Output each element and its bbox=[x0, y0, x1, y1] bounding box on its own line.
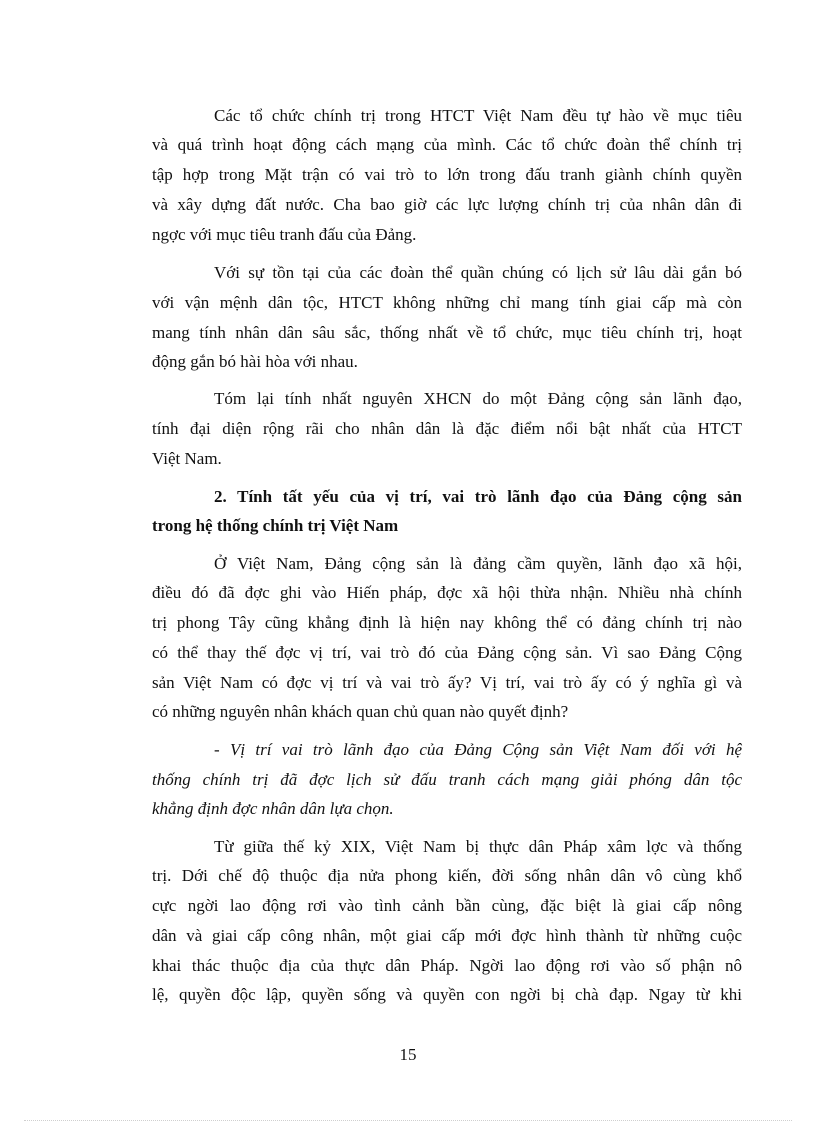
text-line: và quá trình hoạt động cách mạng của mình. Các tổ chức đoàn thể chính trị bbox=[152, 135, 742, 154]
text-line: Việt Nam. bbox=[152, 449, 222, 468]
text-line: Các tổ chức chính trị trong HTCT Việt Nam đều tự hào về mục tiêu bbox=[214, 106, 742, 125]
heading-line: trong hệ thống chính trị Việt Nam bbox=[152, 516, 399, 535]
text-line: tính đại diện rộng rãi cho nhân dân là đặc điểm nổi bật nhất của HTCT bbox=[152, 419, 742, 438]
text-line: tập hợp trong Mặt trận có vai trò to lớn trong đấu tranh giành chính quyền bbox=[152, 165, 742, 184]
footer-divider bbox=[24, 1120, 792, 1121]
text-line: trị phong Tây cũng khẳng định là hiện nay không thể có đảng chính trị nào bbox=[152, 613, 742, 632]
page-number: 15 bbox=[399, 1045, 417, 1064]
text-line: khai thác thuộc địa của thực dân Pháp. Ngời lao động rơi vào số phận nô bbox=[152, 956, 742, 975]
text-line: Từ giữa thế kỷ XIX, Việt Nam bị thực dân Pháp xâm lợc và thống bbox=[214, 837, 742, 856]
text-line: Tóm lại tính nhất nguyên XHCN do một Đảng cộng sản lãnh đạo, bbox=[214, 389, 742, 408]
text-line: khẳng định đợc nhân dân lựa chọn. bbox=[152, 799, 394, 818]
text-line: có những nguyên nhân khách quan chủ quan nào quyết định? bbox=[152, 702, 569, 721]
text-line: mang tính nhân dân sâu sắc, thống nhất về tổ chức, mục tiêu chính trị, hoạt bbox=[152, 323, 742, 342]
text-line: sản Việt Nam có đợc vị trí và vai trò ấy? Vị trí, vai trò ấy có ý nghĩa gì và bbox=[152, 673, 742, 692]
text-line: và xây dựng đất nước. Cha bao giờ các lực lượng chính trị của nhân dân đi bbox=[152, 195, 742, 214]
text-line: ngợc với mục tiêu tranh đấu của Đảng. bbox=[152, 225, 417, 244]
text-line: với vận mệnh dân tộc, HTCT không những chỉ mang tính giai cấp mà còn bbox=[152, 293, 742, 312]
text-line: cực ngời lao động rơi vào tình cảnh bần cùng, đặc biệt là giai cấp nông bbox=[152, 896, 742, 915]
text-line: lệ, quyền độc lập, quyền sống và quyền con ngời bị chà đạp. Ngay từ khi bbox=[152, 985, 742, 1004]
text-line: Với sự tồn tại của các đoàn thể quần chúng có lịch sử lâu dài gắn bó bbox=[214, 263, 742, 282]
text-line: động gắn bó hài hòa với nhau. bbox=[152, 352, 358, 371]
text-line: trị. Dới chế độ thuộc địa nửa phong kiến, đời sống nhân dân vô cùng khổ bbox=[152, 866, 742, 885]
text-line: - Vị trí vai trò lãnh đạo của Đảng Cộng sản Việt Nam đối với hệ bbox=[214, 740, 742, 759]
text-line: điều đó đã đợc ghi vào Hiến pháp, đợc xã hội thừa nhận. Nhiều nhà chính bbox=[152, 583, 742, 602]
text-line: thống chính trị đã đợc lịch sử đấu tranh cách mạng giải phóng dân tộc bbox=[152, 770, 742, 789]
text-line: Ở Việt Nam, Đảng cộng sản là đảng cầm quyền, lãnh đạo xã hội, bbox=[214, 554, 742, 573]
heading-line: 2. Tính tất yếu của vị trí, vai trò lãnh đạo của Đảng cộng sản bbox=[214, 487, 742, 506]
text-line: có thể thay thế đợc vị trí, vai trò đó của Đảng cộng sản. Vì sao Đảng Cộng bbox=[152, 643, 742, 662]
text-line: dân và giai cấp công nhân, một giai cấp mới đợc hình thành từ những cuộc bbox=[152, 926, 742, 945]
